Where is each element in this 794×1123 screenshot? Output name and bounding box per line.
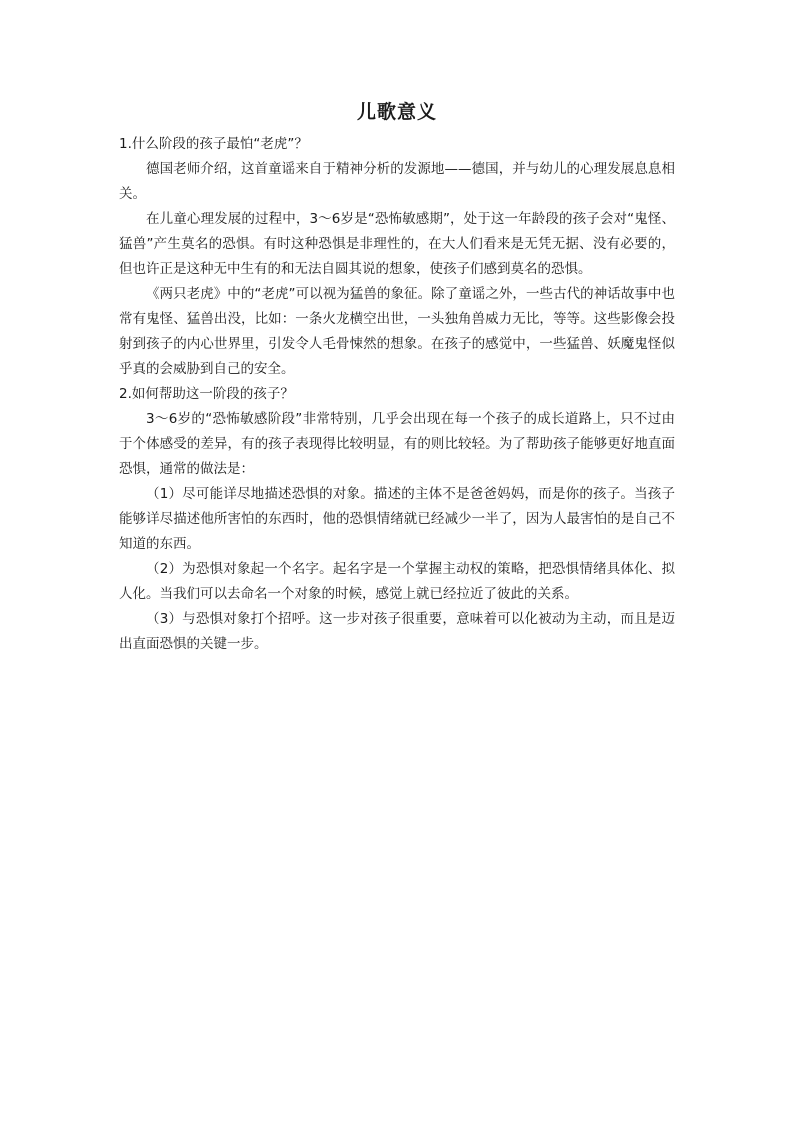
section-2-item-1: （1）尽可能详尽地描述恐惧的对象。描述的主体不是爸爸妈妈，而是你的孩子。当孩子能够详尽描述他所害怕的东西时，他的恐惧情绪就已经减少一半了，因为人最害怕的是自己不知道的东西。 [119,486,675,552]
section-2-item-2: （2）为恐惧对象起一个名字。起名字是一个掌握主动权的策略，把恐惧情绪具体化、拟人化。当我们可以去命名一个对象的时候，感觉上就已经拉近了彼此的关系。 [119,561,675,602]
section-2-item-3: （3）与恐惧对象打个招呼。这一步对孩子很重要，意味着可以化被动为主动，而且是迈出直面恐惧的关键一步。 [119,611,675,652]
section-1-paragraph-1: 德国老师介绍，这首童谣来自于精神分析的发源地——德国，并与幼儿的心理发展息息相关。 [119,161,675,202]
section-2-heading: 2.如何帮助这一阶段的孩子？ [119,386,294,402]
section-1-paragraph-2: 在儿童心理发展的过程中，3～6岁是“恐怖敏感期”，处于这一年龄段的孩子会对“鬼怪、猛兽”产生莫名的恐惧。有时这种恐惧是非理性的，在大人们看来是无凭无据、没有必要的，但也许正是这种无中生有的和无法自圆其说的想象，使孩子们感到莫名的恐惧。 [119,211,675,277]
section-1-heading: 1.什么阶段的孩子最怕“老虎”？ [119,136,308,152]
section-2-intro: 3～6岁的“恐怖敏感阶段”非常特别，几乎会出现在每一个孩子的成长道路上，只不过由于个体感受的差异，有的孩子表现得比较明显，有的则比较轻。为了帮助孩子能够更好地直面恐惧，通常的做法是： [119,411,675,477]
document-body [119,98,675,657]
section-1-paragraph-3: 《两只老虎》中的“老虎”可以视为猛兽的象征。除了童谣之外，一些古代的神话故事中也常有鬼怪、猛兽出没，比如：一条火龙横空出世，一头独角兽威力无比，等等。这些影像会投射到孩子的内心世界里，引发令人毛骨悚然的想象。在孩子的感觉中，一些猛兽、妖魔鬼怪似乎真的会威胁到自己的安全。 [119,286,675,377]
page-title: 儿歌意义 [356,101,437,123]
